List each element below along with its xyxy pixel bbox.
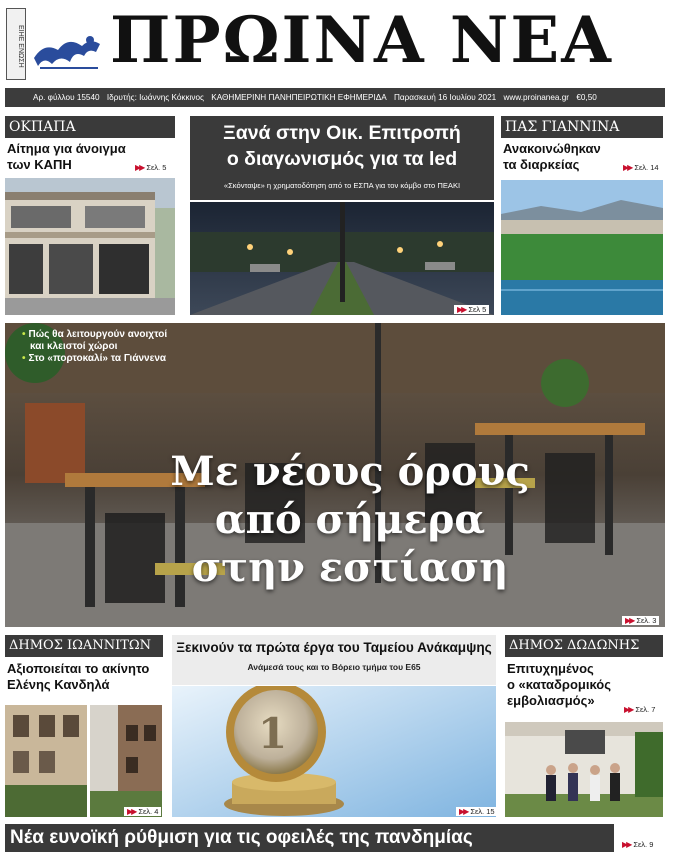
bottom-center-subhead: Ανάμεσά τους και το Βόρειο τμήμα του Ε65 [247, 662, 421, 672]
hero-headline-line3: στην εστίαση [191, 544, 509, 591]
top-left-page-ref: ▶▶ Σελ. 5 [135, 163, 167, 172]
newspaper-emblem-icon [30, 28, 106, 74]
issue-date: Παρασκευή 16 Ιουλίου 2021 [393, 93, 497, 102]
issue-number: Αρ. φύλλου 15540 [33, 93, 100, 102]
page-arrow-icon: ▶▶ [127, 807, 136, 816]
bottom-left-photo-1 [5, 705, 87, 817]
section-label-dimos-ioanniton: ΔΗΜΟΣ ΙΩΑΝΝΙΤΩΝ [5, 635, 163, 657]
footer-page-ref: ▶▶ Σελ. 9 [622, 840, 654, 849]
bottom-center-photo [172, 686, 496, 817]
hero-headline-line1: Με νέους όρους [170, 448, 530, 495]
newspaper-title: ΠΡΩΙΝΑ ΝΕΑ [110, 3, 613, 78]
bottom-right-headline[interactable] [507, 661, 657, 709]
footer-headline[interactable]: Νέα ευνοϊκή ρύθμιση για τις οφειλές της πανδημίας [10, 827, 473, 848]
bottom-left-headline[interactable]: Αξιοποιείται το ακίνητο Ελένης Κανδηλά [7, 661, 150, 692]
paper-type: ΚΑΘΗΜΕΡΙΝΗ ΠΑΝΗΠΕΙΡΩΤΙΚΗ ΕΦΗΜΕΡΙΔΑ [211, 93, 387, 102]
page-arrow-icon: ▶▶ [623, 163, 632, 172]
website-link[interactable]: www.proinanea.gr [503, 93, 570, 102]
bottom-center-page-ref: ▶▶ Σελ. 15 [456, 807, 498, 816]
svg-text:1: 1 [258, 709, 288, 758]
bottom-left-page-ref: ▶▶ Σελ. 4 [124, 807, 161, 816]
bottom-center-headline[interactable]: Ξεκινούν τα πρώτα έργα του Ταμείου Ανάκαμψης [176, 640, 492, 655]
bottom-right-photo [505, 722, 663, 817]
issue-info-bar [5, 88, 665, 107]
page-arrow-icon: ▶▶ [624, 705, 633, 714]
top-center-headline-line2: ο διαγωνισμός για τα led [226, 148, 458, 170]
bottom-right-headline-line1: Επιτυχημένος [507, 661, 594, 676]
hero-bullet-2: • Στο «πορτοκαλί» τα Γιάννενα [22, 353, 167, 364]
bottom-left-photo-2 [90, 705, 162, 817]
section-label-dimos-dodonis: ΔΗΜΟΣ ΔΩΔΩΝΗΣ [505, 635, 663, 657]
section-label-okpapa: ΟΚΠΑΠΑ [5, 116, 175, 138]
publisher-union-logo: ΕΙΗΕ ΕΝΩΣΗ [6, 8, 26, 80]
section-label-pas-giannina: ΠΑΣ ΓΙΑΝΝΙΝΑ [501, 116, 663, 138]
bottom-right-headline-line3: εμβολιασμός» [507, 693, 595, 708]
top-left-headline[interactable]: Αίτημα για άνοιγμα των ΚΑΠΗ [7, 141, 126, 172]
bottom-right-page-ref: ▶▶ Σελ. 7 [624, 705, 656, 714]
hero-bullet-1: • Πώς θα λειτουργούν ανοιχτοί και κλειστοί χώροι [22, 329, 168, 352]
price: €0,50 [576, 93, 597, 102]
top-right-photo [501, 180, 663, 315]
bottom-right-headline-line2: ο «καταδρομικός [507, 677, 611, 692]
hero-bullet-list [22, 329, 172, 365]
page-arrow-icon: ▶▶ [457, 305, 466, 314]
page-arrow-icon: ▶▶ [459, 807, 468, 816]
page-arrow-icon: ▶▶ [625, 616, 634, 625]
top-center-headline-line1: Ξανά στην Οικ. Επιτροπή [223, 122, 461, 144]
top-center-subhead: «Σκόνταψε» η χρηματοδότηση από το ΕΣΠΑ για τον κόμβο στο ΠΕΑΚΙ [223, 181, 461, 190]
hero-page-ref: ▶▶ Σελ. 3 [622, 616, 659, 625]
top-center-photo [190, 202, 494, 315]
hero-headline[interactable] [150, 448, 550, 592]
top-left-photo [5, 178, 175, 315]
page-arrow-icon: ▶▶ [622, 840, 631, 849]
top-right-page-ref: ▶▶ Σελ. 14 [623, 163, 659, 172]
top-center-page-ref: ▶▶ Σελ 5 [454, 305, 489, 314]
hero-headline-line2: από σήμερα [214, 496, 486, 543]
page-arrow-icon: ▶▶ [135, 163, 144, 172]
founder: Ιδρυτής: Ιωάννης Κόκκινος [106, 93, 205, 102]
top-right-headline[interactable]: Ανακοινώθηκαν τα διαρκείας [503, 141, 601, 172]
top-center-headline[interactable] [190, 120, 494, 172]
